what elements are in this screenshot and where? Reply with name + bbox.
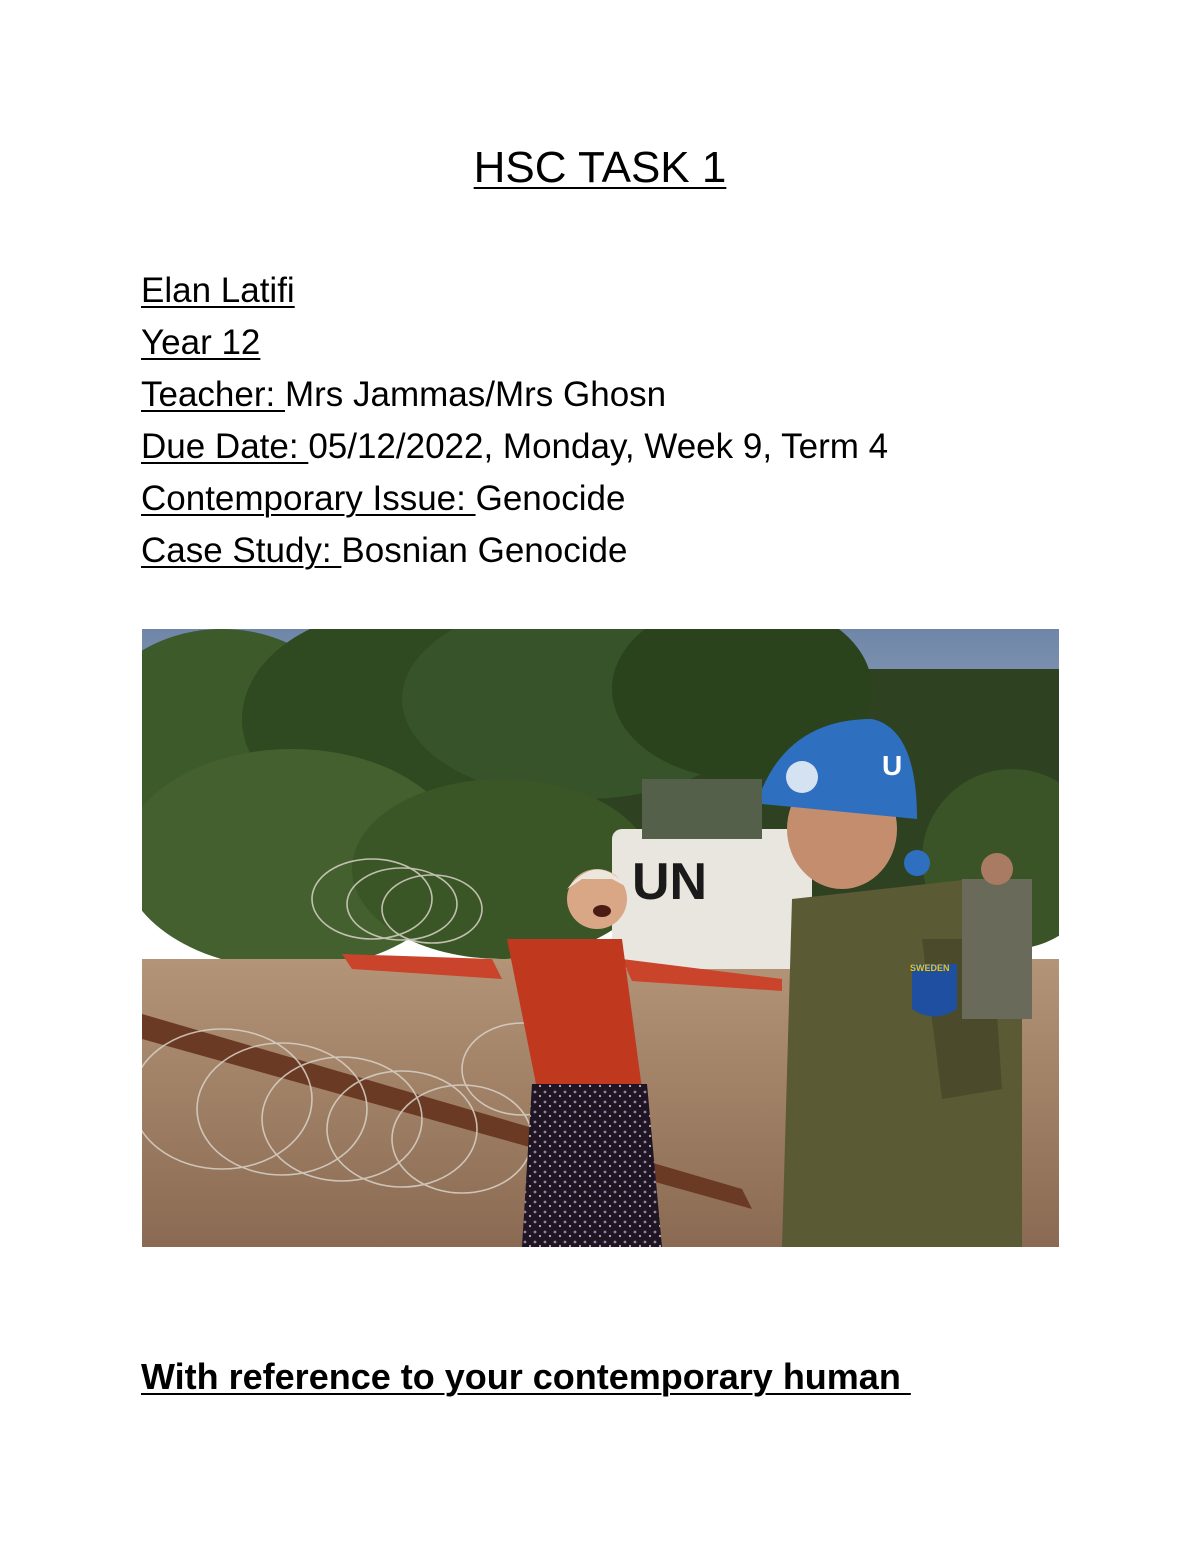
document-title <box>0 142 1200 194</box>
case-study-label: Case Study: <box>141 531 342 570</box>
year-level: Year 12 <box>141 323 261 362</box>
photo-illustration <box>142 629 1059 1247</box>
teacher-label: Teacher: <box>141 375 285 414</box>
helmet-un-text: U <box>882 750 903 781</box>
teacher-value: Mrs Jammas/Mrs Ghosn <box>284 375 667 414</box>
year-row <box>141 317 1091 369</box>
due-date-row <box>141 421 1091 473</box>
contemporary-issue-label: Contemporary Issue: <box>141 479 476 518</box>
question-text: With reference to your contemporary human <box>141 1356 911 1397</box>
student-name: Elan Latifi <box>141 271 295 310</box>
question-heading <box>141 1352 911 1402</box>
case-study-value: Bosnian Genocide <box>341 531 628 570</box>
due-date-value: 05/12/2022, Monday, Week 9, Term 4 <box>308 427 889 466</box>
case-study-row <box>141 525 1091 577</box>
vehicle-un-text: UN <box>632 853 708 911</box>
student-info <box>141 265 1091 577</box>
cover-photo <box>142 629 1059 1247</box>
title-text: HSC TASK 1 <box>473 143 727 192</box>
due-date-label: Due Date: <box>141 427 309 466</box>
patch-text: SWEDEN <box>910 963 950 973</box>
contemporary-issue-row <box>141 473 1091 525</box>
teacher-row <box>141 369 1091 421</box>
student-name-row <box>141 265 1091 317</box>
contemporary-issue-value: Genocide <box>475 479 626 518</box>
